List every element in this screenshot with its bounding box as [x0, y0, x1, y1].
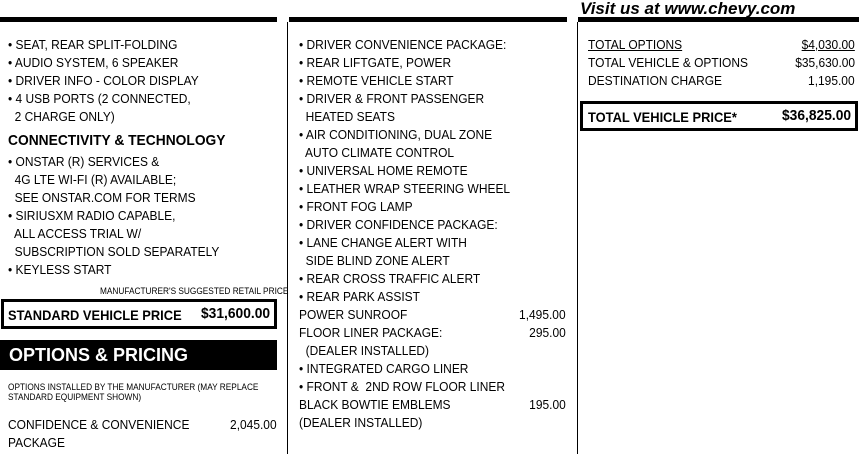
option-line: BLACK BOWTIE EMBLEMS	[299, 397, 451, 412]
option-line: • INTEGRATED CARGO LINER	[299, 361, 469, 376]
option-price: 2,045.00	[230, 417, 277, 432]
option-line: • FRONT & 2ND ROW FLOOR LINER	[299, 379, 505, 394]
feature-item: SUBSCRIPTION SOLD SEPARATELY	[8, 244, 220, 259]
feature-item: • ONSTAR (R) SERVICES &	[8, 154, 160, 169]
option-line: • AIR CONDITIONING, DUAL ZONE	[299, 127, 493, 142]
feature-item: • SIRIUSXM RADIO CAPABLE,	[8, 208, 176, 223]
option-line: • REMOTE VEHICLE START	[299, 73, 454, 88]
option-line: POWER SUNROOF	[299, 307, 408, 322]
feature-item: • DRIVER INFO - COLOR DISPLAY	[8, 73, 199, 88]
emblems-price: 195.00	[529, 397, 566, 412]
column-divider-1	[287, 22, 288, 454]
total-options-label: TOTAL OPTIONS	[588, 37, 683, 52]
option-line: (DEALER INSTALLED)	[299, 415, 423, 430]
feature-item: 4G LTE WI-FI (R) AVAILABLE;	[8, 172, 177, 187]
top-rule-col2	[289, 17, 567, 22]
option-line: • DRIVER CONVENIENCE PACKAGE:	[299, 37, 507, 52]
top-rule-col1	[0, 17, 277, 22]
option-line: • REAR PARK ASSIST	[299, 289, 420, 304]
option-line: (DEALER INSTALLED)	[299, 343, 430, 358]
msrp-caption: MANUFACTURER'S SUGGESTED RETAIL PRICE	[100, 286, 289, 296]
option-line: • UNIVERSAL HOME REMOTE	[299, 163, 468, 178]
column-divider-2	[577, 22, 578, 454]
option-line: HEATED SEATS	[299, 109, 395, 124]
destination-charge-label: DESTINATION CHARGE	[588, 73, 723, 88]
options-pricing-banner: OPTIONS & PRICING	[0, 340, 277, 370]
total-vehicle-options-label: TOTAL VEHICLE & OPTIONS	[588, 55, 748, 70]
option-line: AUTO CLIMATE CONTROL	[299, 145, 455, 160]
option-line: • DRIVER CONFIDENCE PACKAGE:	[299, 217, 498, 232]
floor-liner-price: 295.00	[529, 325, 566, 340]
option-line: SIDE BLIND ZONE ALERT	[299, 253, 450, 268]
total-vehicle-options-value: $35,630.00	[795, 55, 855, 70]
option-line: • LEATHER WRAP STEERING WHEEL	[299, 181, 511, 196]
options-note: STANDARD EQUIPMENT SHOWN)	[8, 392, 142, 402]
total-price-value: $36,825.00	[781, 107, 851, 124]
feature-item: • SEAT, REAR SPLIT-FOLDING	[8, 37, 178, 52]
option-line: • DRIVER & FRONT PASSENGER	[299, 91, 485, 106]
destination-charge-value: 1,195.00	[808, 73, 855, 88]
option-line: • FRONT FOG LAMP	[299, 199, 413, 214]
options-note: OPTIONS INSTALLED BY THE MANUFACTURER (MAY REPLACE	[8, 382, 259, 392]
connectivity-heading: CONNECTIVITY & TECHNOLOGY	[8, 132, 226, 149]
option-line: • REAR CROSS TRAFFIC ALERT	[299, 271, 481, 286]
visit-website-text: Visit us at www.chevy.com	[580, 0, 796, 18]
option-line: FLOOR LINER PACKAGE:	[299, 325, 443, 340]
option-name: PACKAGE	[8, 435, 65, 450]
total-options-value: $4,030.00	[801, 37, 855, 52]
option-line: • LANE CHANGE ALERT WITH	[299, 235, 467, 250]
standard-price-value: $31,600.00	[200, 305, 270, 322]
feature-item: • AUDIO SYSTEM, 6 SPEAKER	[8, 55, 179, 70]
feature-item: SEE ONSTAR.COM FOR TERMS	[8, 190, 196, 205]
sunroof-price: 1,495.00	[519, 307, 566, 322]
feature-item: 2 CHARGE ONLY)	[8, 109, 115, 124]
feature-item: • 4 USB PORTS (2 CONNECTED,	[8, 91, 191, 106]
option-name: CONFIDENCE & CONVENIENCE	[8, 417, 190, 432]
option-line: • REAR LIFTGATE, POWER	[299, 55, 452, 70]
feature-item: ALL ACCESS TRIAL W/	[8, 226, 142, 241]
feature-item: • KEYLESS START	[8, 262, 112, 277]
total-price-label: TOTAL VEHICLE PRICE*	[588, 109, 737, 125]
standard-price-label: STANDARD VEHICLE PRICE	[8, 307, 182, 323]
